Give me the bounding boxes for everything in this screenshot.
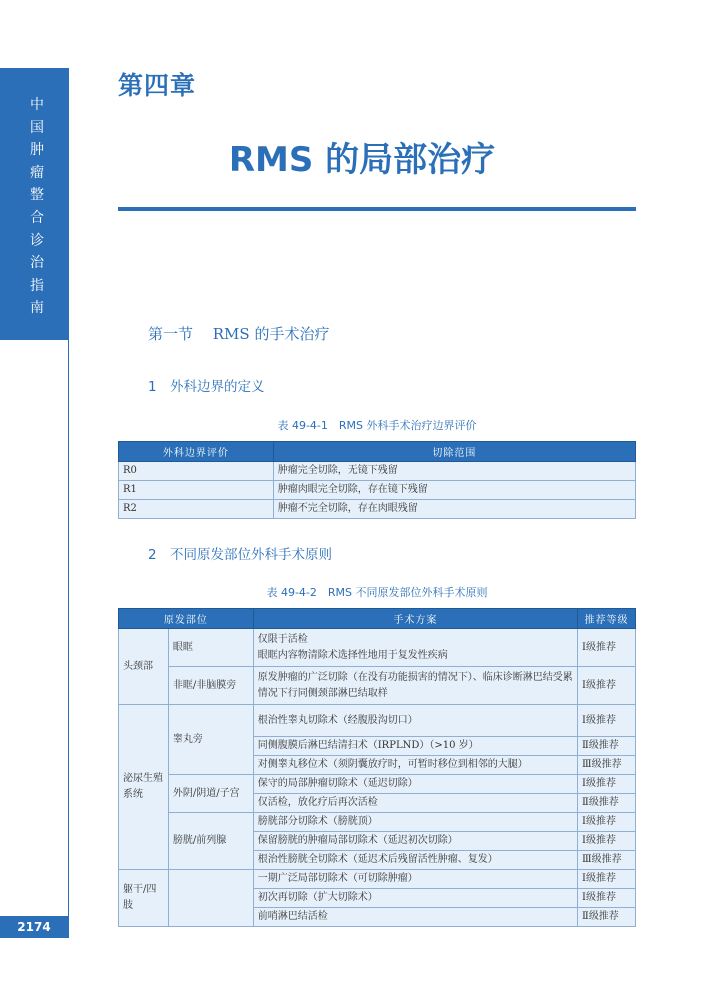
section-heading: 第一节 RMS 的手术治疗 [148, 325, 330, 343]
table-cell: 肿瘤完全切除，无镜下残留 [273, 462, 635, 481]
plan-cell: 膀胱部分切除术（膀胱顶） [253, 813, 577, 832]
side-tab [0, 68, 68, 340]
table-row [119, 775, 636, 794]
plan-cell: 仅活检，放化疗后再次活检 [253, 794, 577, 813]
site-cell: 非眶/非脑膜旁 [168, 667, 253, 705]
subsection-number: 1 [148, 379, 157, 395]
column-header: 切除范围 [273, 442, 635, 462]
plan-cell: 同侧腹膜后淋巴结清扫术（IRPLND）（>10 岁） [253, 737, 577, 756]
site-cell: 膀胱/前列腺 [168, 813, 253, 870]
table-header-row [119, 609, 636, 629]
grade-cell: Ⅰ级推荐 [578, 629, 636, 667]
grade-cell: Ⅰ级推荐 [578, 667, 636, 705]
grade-cell: Ⅰ级推荐 [578, 889, 636, 908]
table-row [119, 870, 636, 889]
grade-cell: Ⅲ级推荐 [578, 756, 636, 775]
grade-cell: Ⅰ级推荐 [578, 775, 636, 794]
plan-line: 仅限于活检 [257, 633, 308, 645]
side-rule [68, 68, 69, 938]
table-row [119, 629, 636, 667]
table-row [119, 462, 636, 481]
title-divider [118, 207, 636, 211]
column-header: 外科边界评价 [119, 442, 274, 462]
table-header-row [119, 442, 636, 462]
column-header: 推荐等级 [578, 609, 636, 629]
grade-cell: Ⅰ级推荐 [578, 832, 636, 851]
plan-cell: 原发肿瘤的广泛切除（在没有功能损害的情况下）、临床诊断淋巴结受累情况下行同侧颈部淋巴结取样 [253, 667, 577, 705]
site-cell: 眼眶 [168, 629, 253, 667]
subsection-number: 2 [148, 547, 157, 563]
group-cell: 泌尿生殖系统 [119, 705, 169, 870]
plan-cell: 初次再切除（扩大切除术） [253, 889, 577, 908]
table-row [119, 667, 636, 705]
group-cell: 头颈部 [119, 629, 169, 705]
plan-cell: 前哨淋巴结活检 [253, 908, 577, 927]
book-title-vertical: 中国肿瘤整合诊治指南 [30, 97, 44, 317]
column-header: 原发部位 [119, 609, 254, 629]
table-row [119, 481, 636, 500]
table-caption-2: 表 49-4-2 RMS 不同原发部位外科手术原则 [266, 586, 488, 599]
chapter-label: 第四章 [118, 71, 197, 100]
grade-cell: Ⅱ级推荐 [578, 908, 636, 927]
site-cell: 外阴/阴道/子宫 [168, 775, 253, 813]
table-row [119, 705, 636, 737]
page-number: 2174 [0, 916, 68, 938]
table-cell: R2 [119, 500, 274, 519]
plan-cell: 保守的局部肿瘤切除术（延迟切除） [253, 775, 577, 794]
grade-cell: Ⅱ级推荐 [578, 794, 636, 813]
table-cell: 肿瘤肉眼完全切除，存在镜下残留 [273, 481, 635, 500]
group-cell: 躯干/四肢 [119, 870, 169, 927]
column-header: 手术方案 [253, 609, 577, 629]
table-row [119, 500, 636, 519]
subsection-heading-1 [148, 375, 265, 395]
subsection-title: 不同原发部位外科手术原则 [170, 547, 332, 563]
table-cell: 肿瘤不完全切除，存在肉眼残留 [273, 500, 635, 519]
grade-cell: Ⅲ级推荐 [578, 851, 636, 870]
plan-cell: 保留膀胱的肿瘤局部切除术（延迟初次切除） [253, 832, 577, 851]
site-cell: 睾丸旁 [168, 705, 253, 775]
table-cell: R0 [119, 462, 274, 481]
plan-line: 眼眶内容物清除术选择性地用于复发性疾病 [257, 649, 448, 661]
surgical-principles-table [118, 608, 636, 927]
grade-cell: Ⅰ级推荐 [578, 870, 636, 889]
grade-cell: Ⅰ级推荐 [578, 705, 636, 737]
table-caption-1: 表 49-4-1 RMS 外科手术治疗边界评价 [277, 419, 477, 432]
table-cell: R1 [119, 481, 274, 500]
subsection-heading-2 [148, 543, 332, 563]
plan-cell: 根治性膀胱全切除术（延迟术后残留活性肿瘤、复发） [253, 851, 577, 870]
plan-cell: 对侧睾丸移位术（须阴囊放疗时，可暂时移位到相邻的大腿） [253, 756, 577, 775]
margin-evaluation-table [118, 441, 636, 519]
grade-cell: Ⅱ级推荐 [578, 737, 636, 756]
subsection-title: 外科边界的定义 [170, 379, 265, 395]
chapter-title: RMS 的局部治疗 [228, 140, 496, 180]
grade-cell: Ⅰ级推荐 [578, 813, 636, 832]
plan-cell: 一期广泛局部切除术（可切除肿瘤） [253, 870, 577, 889]
site-cell [168, 870, 253, 927]
plan-cell: 根治性睾丸切除术（经腹股沟切口） [253, 705, 577, 737]
table-row [119, 813, 636, 832]
plan-cell [253, 629, 577, 667]
